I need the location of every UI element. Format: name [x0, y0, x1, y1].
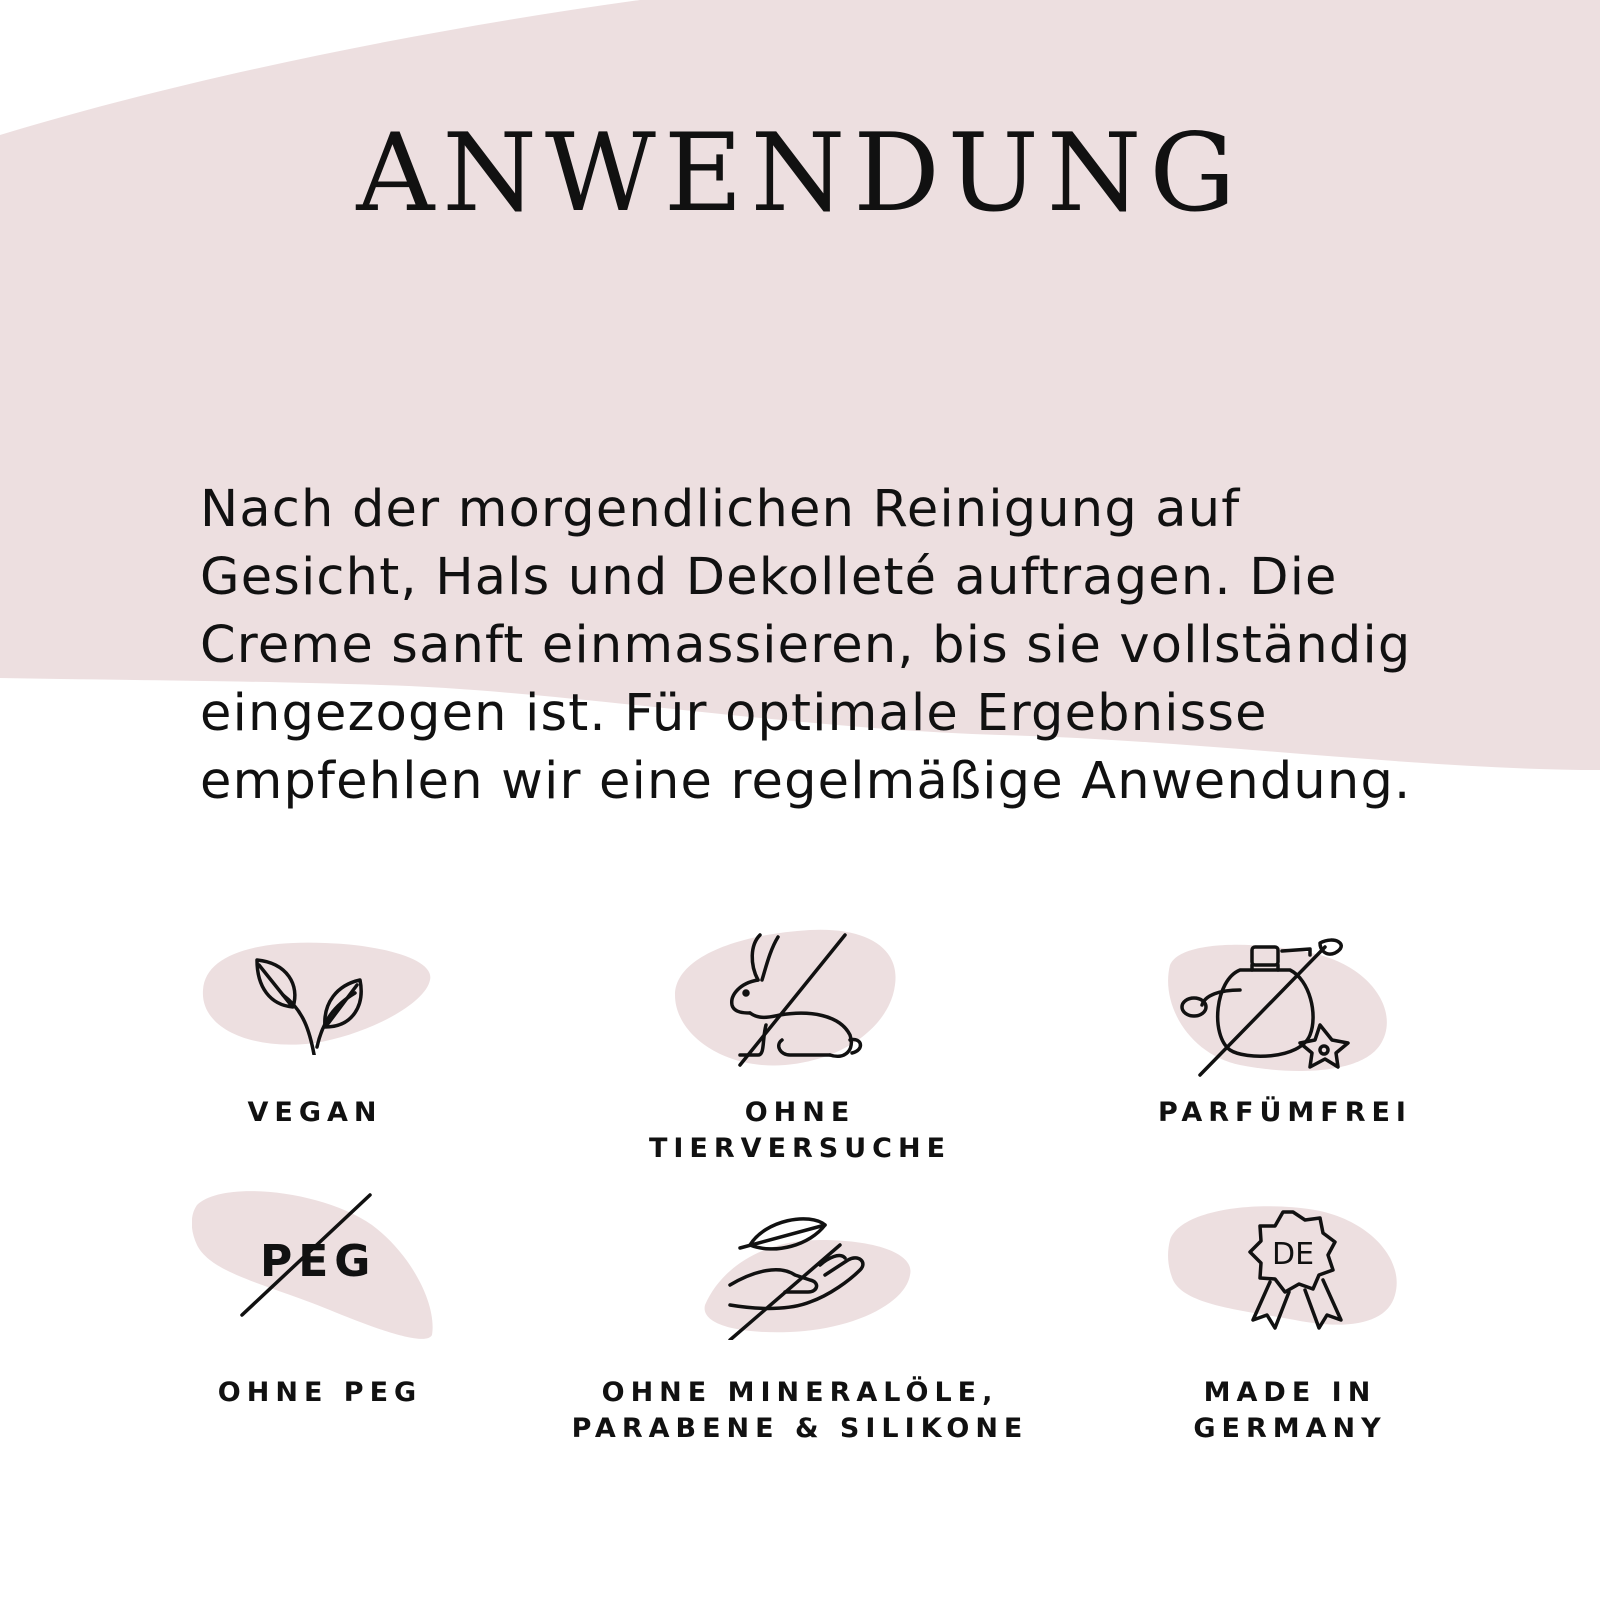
page-title: ANWENDUNG	[356, 111, 1244, 236]
badge-label-line: PARABENE & SILIKONE	[571, 1413, 1029, 1444]
badge-label-line: TIERVERSUCHE	[648, 1133, 952, 1164]
badge-made-in-germany	[1165, 1200, 1405, 1350]
badge-label-line: PARFÜMFREI	[1158, 1097, 1412, 1128]
badge-label-line: OHNE PEG	[217, 1377, 423, 1408]
badge-no-mineral-oils	[700, 1210, 920, 1340]
badge-label-line: GERMANY	[1193, 1413, 1387, 1444]
badge-label-vegan	[195, 1095, 435, 1131]
crossed-perfume-bottle-icon	[1160, 935, 1400, 1085]
crossed-hand-leaf-icon	[700, 1210, 920, 1340]
badge-fragrance-free	[1160, 935, 1400, 1085]
badge-label-no-mineral-oils	[540, 1375, 1060, 1447]
badge-label-no-animal-testing	[600, 1095, 1000, 1167]
badge-label-fragrance-free	[1120, 1095, 1450, 1131]
badge-label-no-peg	[180, 1375, 460, 1411]
crossed-peg-icon	[192, 1185, 442, 1345]
badge-vegan	[195, 935, 435, 1055]
usage-instructions: Nach der morgendlichen Reinigung auf Gesicht, Hals und Dekolleté auftragen. Die Creme sanft einmassieren, bis sie vollständig eingezogen ist. Für optimale Ergebnisse empfehlen wir eine regelmäßige Anwendung.	[200, 480, 1412, 811]
badge-label-line: OHNE MINERALÖLE,	[601, 1377, 999, 1408]
crossed-rabbit-icon	[670, 925, 910, 1075]
badge-label-line: VEGAN	[247, 1097, 383, 1128]
badge-no-animal-testing	[670, 925, 910, 1075]
leaf-sprout-icon	[195, 935, 435, 1055]
badge-label-made-in-germany	[1140, 1375, 1440, 1447]
peg-icon-text: PEG	[260, 1236, 377, 1287]
badge-no-peg	[192, 1185, 442, 1345]
de-seal-icon	[1165, 1200, 1405, 1350]
badge-label-line: OHNE	[744, 1097, 856, 1128]
badge-label-line: MADE IN	[1203, 1377, 1377, 1408]
de-seal-text: DE	[1271, 1237, 1315, 1272]
